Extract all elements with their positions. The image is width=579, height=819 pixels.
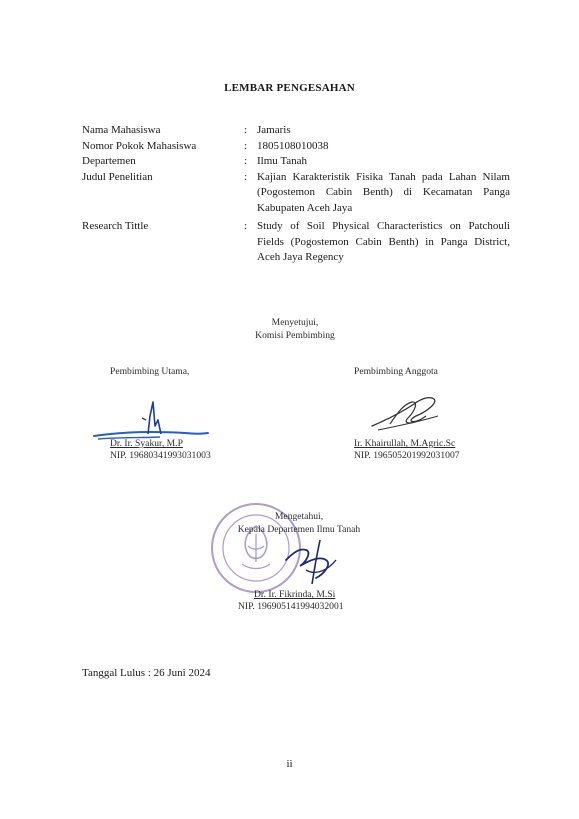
- student-info-table: [82, 123, 510, 266]
- info-row-research-title-en: [82, 219, 510, 266]
- main-supervisor-nip: NIP. 19680341993031003: [110, 450, 211, 461]
- department-head-nip: NIP. 196905141994032001: [238, 601, 344, 612]
- info-row-department: [82, 154, 510, 170]
- member-supervisor-name: Ir. Khairullah, M.Agric.Sc: [354, 438, 456, 449]
- field-colon: :: [244, 220, 248, 232]
- department-head-signature: [276, 530, 346, 590]
- field-value: Kajian Karakteristik Fisika Tanah pada Lahan Nilam (Pogostemon Cabin Benth) di Kecamatan Panga Kabupaten Aceh Jaya: [257, 170, 510, 214]
- field-label: Judul Penelitian: [82, 170, 153, 183]
- field-value: 1805108010038: [257, 139, 329, 152]
- acknowledgement-line-1: Mengetahui,: [274, 511, 324, 522]
- main-supervisor-role: Pembimbing Utama,: [110, 366, 190, 377]
- page-number: ii: [286, 758, 293, 770]
- main-supervisor-name: Dr. Ir. Syakur, M.P: [110, 438, 183, 449]
- info-row-name: [82, 123, 510, 139]
- member-supervisor-nip: NIP. 196505201992031007: [354, 450, 460, 461]
- field-label: Nama Mahasiswa: [82, 124, 161, 136]
- field-colon: :: [244, 124, 248, 136]
- approval-line-2: Komisi Pembimbing: [255, 330, 335, 341]
- info-row-student-number: [82, 139, 510, 155]
- field-value: Jamaris: [257, 124, 291, 136]
- field-colon: :: [244, 155, 248, 167]
- member-supervisor-role: Pembimbing Anggota: [354, 366, 438, 377]
- info-row-research-title-id: [82, 170, 510, 217]
- member-supervisor-signature: [368, 390, 448, 438]
- acknowledgement-line-2: Kepala Departemen Ilmu Tanah: [237, 524, 361, 535]
- approval-heading: [200, 316, 390, 342]
- field-label: Departemen: [82, 155, 136, 167]
- field-value: Ilmu Tanah: [257, 155, 308, 167]
- approval-line-1: Menyetujui,: [271, 317, 319, 328]
- field-colon: :: [244, 139, 248, 152]
- field-colon: :: [244, 170, 248, 183]
- field-value: Study of Soil Physical Characteristics on Patchouli Fields (Pogostemon Cabin Benth) in Panga District, Aceh Jaya Regency: [257, 220, 510, 263]
- page-title: LEMBAR PENGESAHAN: [224, 82, 355, 94]
- graduation-date: Tanggal Lulus : 26 Juni 2024: [82, 667, 211, 679]
- department-head-name: Dr. Ir. Fikrinda, M.Si: [254, 589, 336, 600]
- field-label: Research Tittle: [82, 220, 149, 232]
- field-label: Nomor Pokok Mahasiswa: [82, 139, 197, 152]
